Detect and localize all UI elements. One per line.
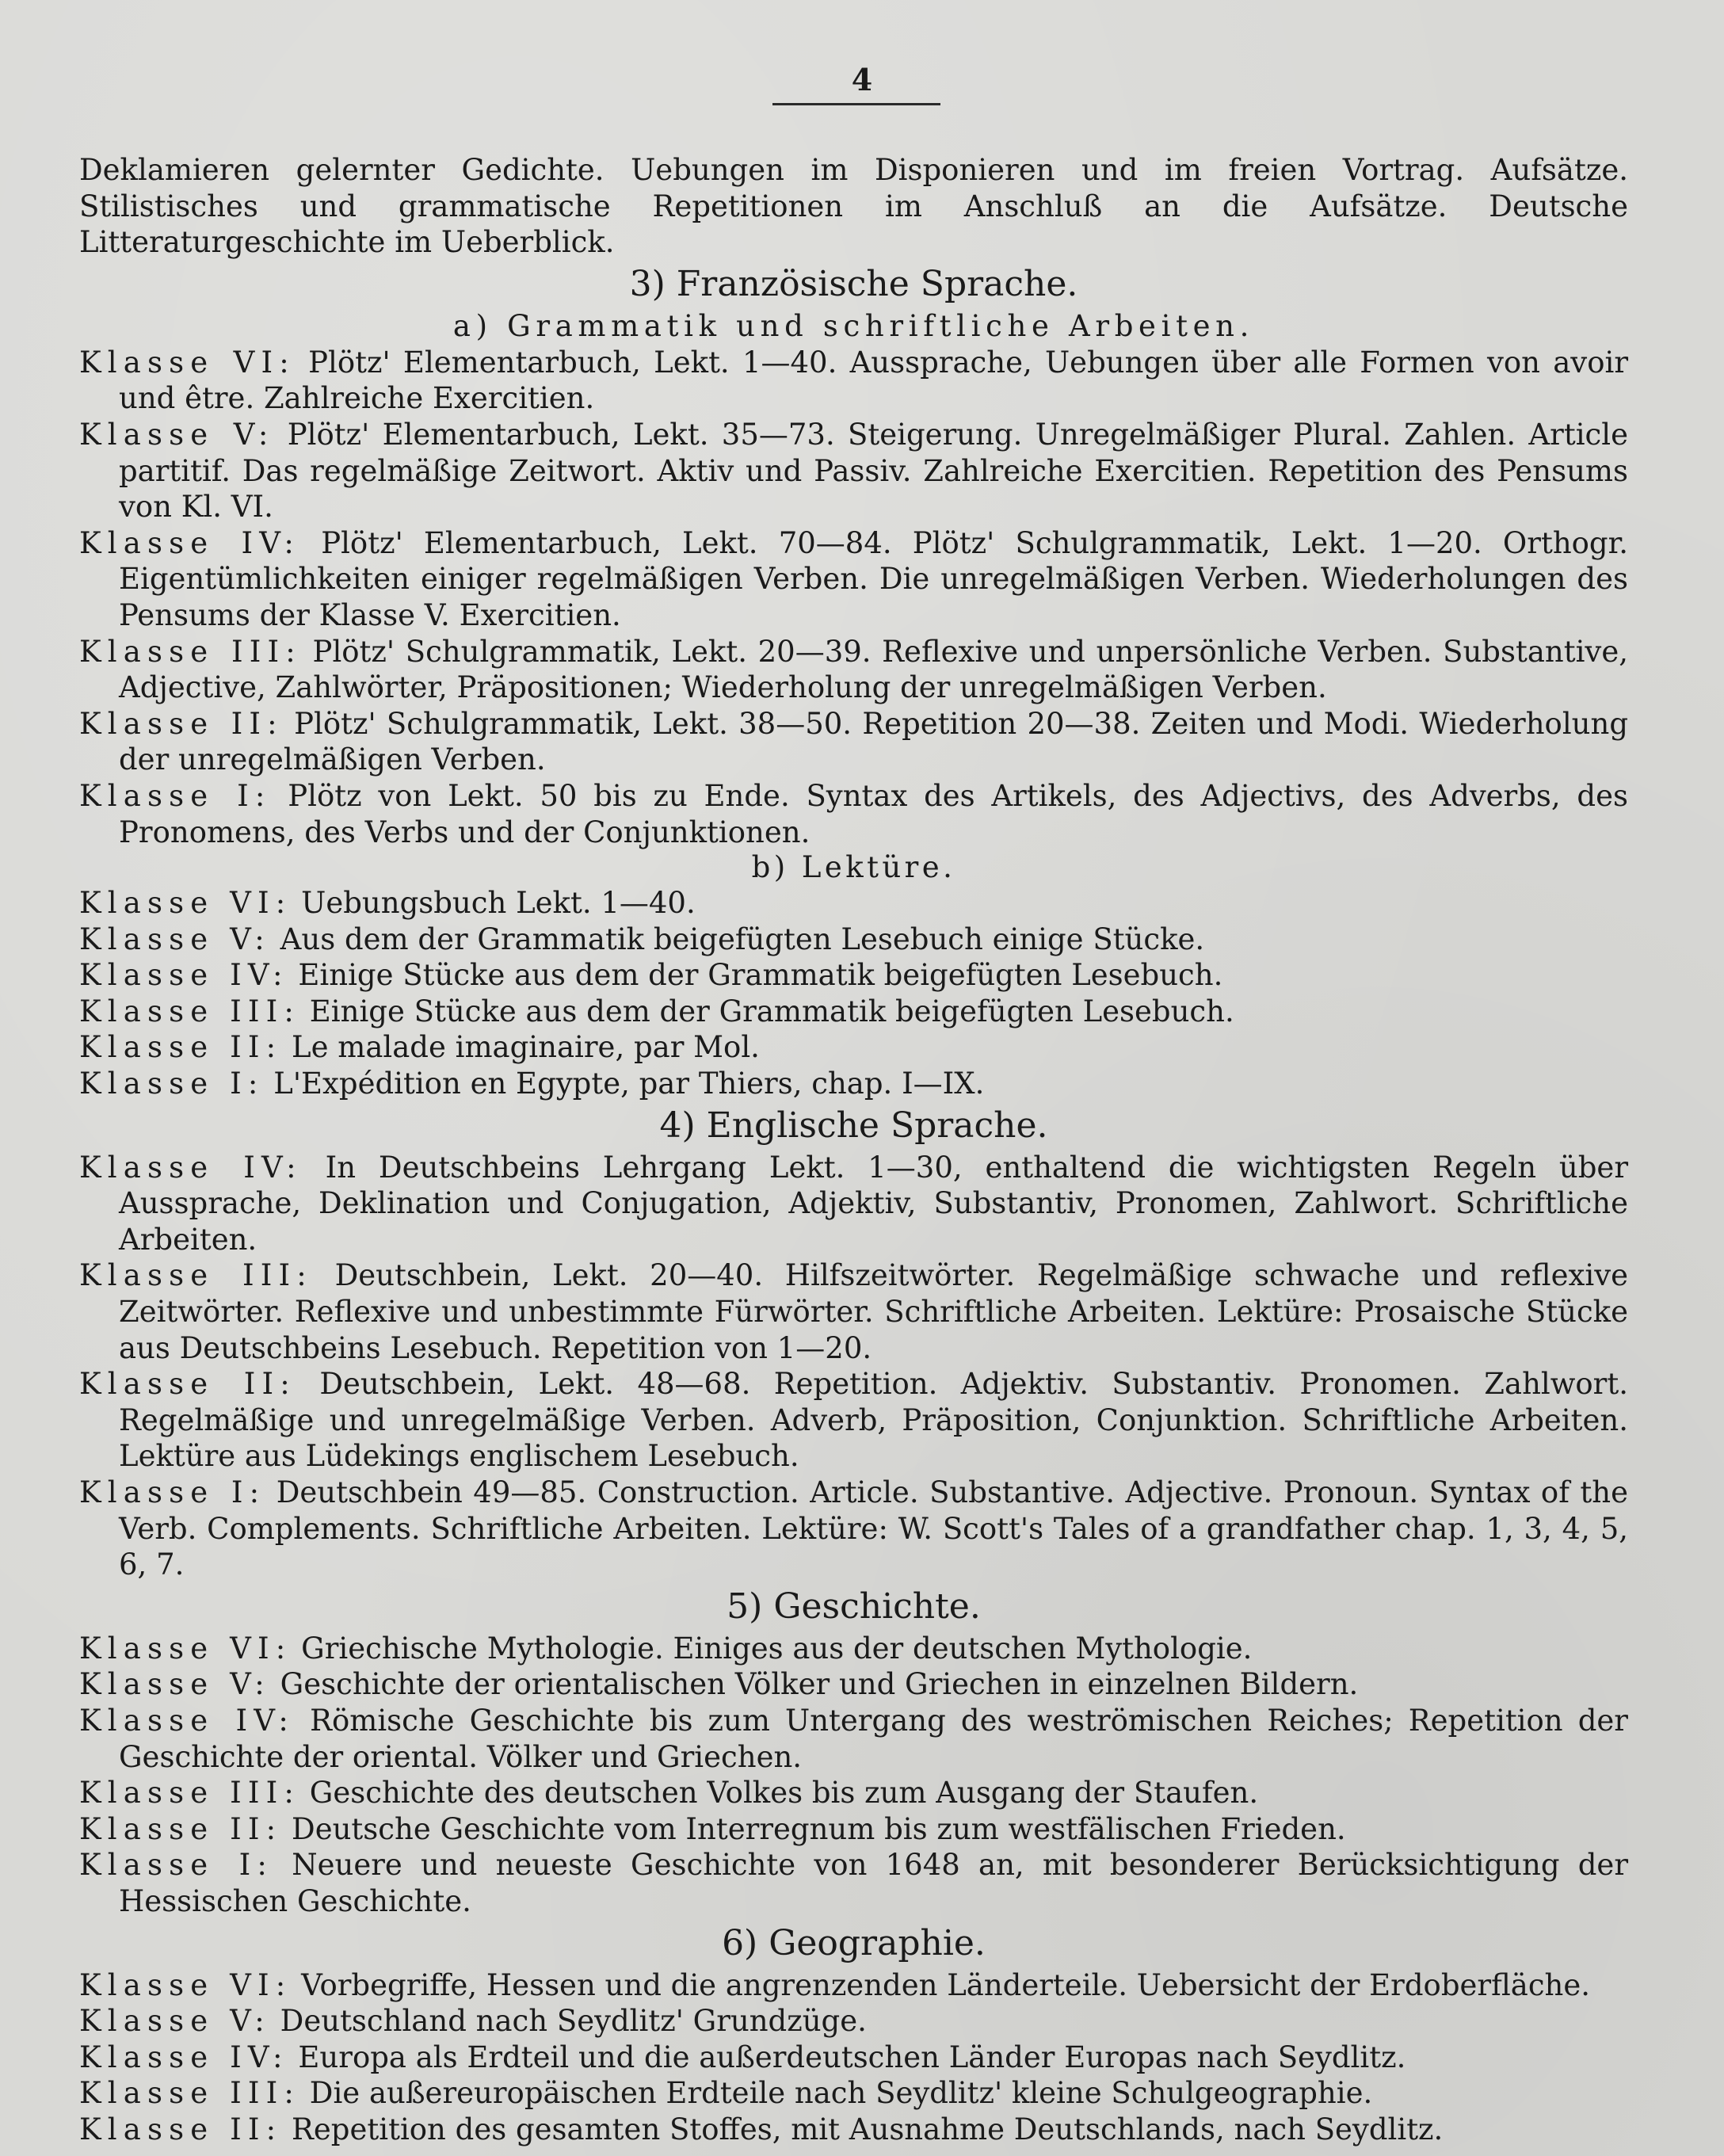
franz-b-klasse-i — [79, 1066, 1628, 1102]
subheading-grammatik: a) Grammatik und schriftliche Arbeiten. — [452, 308, 1255, 343]
franz-b-klasse-vi — [79, 885, 1628, 922]
klasse-label: Klasse VI: — [79, 1631, 292, 1666]
franz-a-klasse-iii — [79, 634, 1628, 706]
klasse-label: Klasse VI: — [79, 1967, 292, 2002]
entry-text: L'Expédition en Egypte, par Thiers, chap. I—IX. — [273, 1067, 985, 1101]
entry-text: Vorbegriffe, Hessen und die angrenzenden Länderteile. Uebersicht der Erdoberfläche. — [301, 1967, 1591, 2002]
entry-text: Einige Stücke aus dem der Grammatik beigefügten Lesebuch. — [298, 958, 1223, 993]
klasse-label: Klasse I: — [79, 1475, 266, 1509]
geo-klasse-iii — [79, 2075, 1628, 2112]
klasse-label: Klasse V: — [79, 1667, 271, 1702]
franz-a-klasse-vi — [79, 345, 1628, 417]
entry-text: Deutschbein 49—85. Construction. Article. Substantive. Adjective. Pronoun. Syntax of the Verb. Complements. Schriftliche Arbeiten. Lektüre: W. Scott's Tales of a grandfather chap. 1, 3, 4, 5, 6, 7. — [119, 1475, 1628, 1582]
entry-text: Römische Geschichte bis zum Untergang des weströmischen Reiches; Repetition der Geschichte der oriental. Völker und Griechen. — [119, 1703, 1628, 1774]
geo-klasse-vi — [79, 1967, 1628, 2004]
entry-text: Plötz' Schulgrammatik, Lekt. 20—39. Reflexive und unpersönliche Verben. Substantive, Adjective, Zahlwörter, Präpositionen; Wiederholung der unregelmäßigen Verben. — [119, 634, 1628, 705]
klasse-label: Klasse V: — [79, 417, 275, 452]
klasse-label: Klasse II: — [79, 1367, 296, 1402]
page-number-rule — [772, 103, 940, 105]
gesch-klasse-ii — [79, 1811, 1628, 1848]
gesch-klasse-i — [79, 1847, 1628, 1919]
klasse-label: Klasse IV: — [79, 958, 289, 993]
franz-a-klasse-ii — [79, 706, 1628, 778]
franz-a-klasse-v — [79, 417, 1628, 525]
entry-text: In Deutschbeins Lehrgang Lekt. 1—30, enthaltend die wichtigsten Regeln über Aussprache, Deklination und Conjugation, Adjektiv, Substantiv, Pronomen, Zahlwort. Schriftliche Arbeiten. — [119, 1150, 1629, 1257]
franz-b-klasse-v — [79, 922, 1628, 958]
gesch-klasse-vi — [79, 1631, 1628, 1667]
klasse-label: Klasse IV: — [79, 525, 301, 560]
klasse-label: Klasse III: — [79, 634, 302, 669]
entry-text: Aus dem der Grammatik beigefügten Lesebuch einige Stücke. — [280, 922, 1205, 956]
franz-a-klasse-iv — [79, 525, 1628, 634]
section-heading-englisch: 4) Englische Sprache. — [659, 1105, 1048, 1146]
entry-text: Die außereuropäischen Erdteile nach Seydlitz' kleine Schulgeographie. — [309, 2076, 1373, 2111]
gesch-klasse-v — [79, 1666, 1628, 1703]
franz-b-klasse-iii — [79, 994, 1628, 1030]
entry-text: Griechische Mythologie. Einiges aus der deutschen Mythologie. — [301, 1631, 1253, 1666]
klasse-label: Klasse VI: — [79, 886, 292, 921]
klasse-label: Klasse III: — [79, 2076, 301, 2111]
entry-text: Neuere und neueste Geschichte von 1648 an, mit besonderer Berücksichtigung der Hessischen Geschichte. — [119, 1848, 1629, 1918]
geo-klasse-v — [79, 2003, 1628, 2040]
entry-text: Le malade imaginaire, par Mol. — [292, 1030, 760, 1065]
klasse-label: Klasse I: — [79, 778, 272, 813]
section-heading-geographie: 6) Geographie. — [722, 1922, 986, 1963]
klasse-label: Klasse II: — [79, 2112, 283, 2146]
entry-text: Deutschbein, Lekt. 20—40. Hilfszeitwörter. Regelmäßige schwache und reflexive Zeitwörter. Reflexive und unbestimmte Fürwörter. Schriftliche Arbeiten. Lektüre: Prosaische Stücke aus Deutschbeins Lesebuch. Repetition von 1—20. — [119, 1258, 1628, 1365]
entry-text: Europa als Erdteil und die außerdeutschen Länder Europas nach Seydlitz. — [298, 2040, 1406, 2074]
engl-klasse-iii — [79, 1257, 1628, 1366]
klasse-label: Klasse II: — [79, 1811, 283, 1846]
entry-text: Geschichte der orientalischen Völker und Griechen in einzelnen Bildern. — [280, 1667, 1359, 1702]
entry-text: Repetition des gesamten Stoffes, mit Ausnahme Deutschlands, nach Seydlitz. — [292, 2112, 1444, 2146]
klasse-label: Klasse III: — [79, 1258, 313, 1293]
entry-text: Uebungsbuch Lekt. 1—40. — [301, 886, 696, 921]
gesch-klasse-iii — [79, 1775, 1628, 1811]
klasse-label: Klasse IV: — [79, 1150, 303, 1185]
franz-a-klasse-i — [79, 778, 1628, 850]
document-body — [79, 152, 1628, 2148]
entry-text: Plötz' Elementarbuch, Lekt. 35—73. Steigerung. Unregelmäßiger Plural. Zahlen. Article partitif. Das regelmäßige Zeitwort. Aktiv und Passiv. Zahlreiche Exercitien. Repetition des Pensums von Kl. VI. — [119, 417, 1628, 525]
page-number: 4 — [851, 62, 873, 97]
franz-b-klasse-iv — [79, 957, 1628, 994]
franz-b-klasse-ii — [79, 1029, 1628, 1066]
klasse-label: Klasse III: — [79, 1776, 301, 1811]
entry-text: Plötz' Elementarbuch, Lekt. 1—40. Aussprache, Uebungen über alle Formen von avoir und être. Zahlreiche Exercitien. — [119, 345, 1629, 416]
section-heading-franzoesisch: 3) Französische Sprache. — [629, 263, 1078, 304]
klasse-label: Klasse V: — [79, 922, 271, 956]
klasse-label: Klasse VI: — [79, 345, 296, 380]
klasse-label: Klasse V: — [79, 2004, 271, 2039]
klasse-label: Klasse I: — [79, 1067, 265, 1101]
klasse-label: Klasse III: — [79, 994, 301, 1028]
entry-text: Einige Stücke aus dem der Grammatik beigefügten Lesebuch. — [309, 994, 1234, 1028]
klasse-label: Klasse I: — [79, 1848, 273, 1883]
subheading-lektuere: b) Lektüre. — [751, 850, 956, 885]
entry-text: Plötz' Elementarbuch, Lekt. 70—84. Plötz' Schulgrammatik, Lekt. 1—20. Orthogr. Eigentümlichkeiten einiger regelmäßigen Verben. Die unregelmäßigen Verben. Wiederholungen des Pensums der Klasse V. Exercitien. — [119, 525, 1628, 632]
gesch-klasse-iv — [79, 1703, 1628, 1775]
geo-klasse-ii — [79, 2112, 1628, 2148]
entry-text: Deutschbein, Lekt. 48—68. Repetition. Adjektiv. Substantiv. Pronomen. Zahlwort. Regelmäßige und unregelmäßige Verben. Adverb, Präposition, Conjunktion. Schriftliche Arbeiten. Lektüre aus Lüdekings englischem Lesebuch. — [119, 1367, 1629, 1474]
engl-klasse-i — [79, 1475, 1628, 1583]
klasse-label: Klasse II: — [79, 1030, 283, 1065]
klasse-label: Klasse IV: — [79, 1703, 295, 1738]
entry-text: Geschichte des deutschen Volkes bis zum Ausgang der Staufen. — [309, 1776, 1259, 1811]
intro-paragraph: Deklamieren gelernter Gedichte. Uebungen im Disponieren und im freien Vortrag. Aufsätze. Stilistisches und grammatische Repetitionen im Anschluß an die Aufsätze. Deutsche Litteraturgeschichte im Ueberblick. — [79, 153, 1628, 260]
entry-text: Deutsche Geschichte vom Interregnum bis zum westfälischen Frieden. — [292, 1811, 1346, 1846]
entry-text: Deutschland nach Seydlitz' Grundzüge. — [280, 2004, 867, 2039]
klasse-label: Klasse II: — [79, 706, 284, 741]
engl-klasse-ii — [79, 1366, 1628, 1475]
engl-klasse-iv — [79, 1150, 1628, 1258]
geo-klasse-iv — [79, 2040, 1628, 2076]
section-heading-geschichte: 5) Geschichte. — [727, 1586, 981, 1627]
entry-text: Plötz von Lekt. 50 bis zu Ende. Syntax des Artikels, des Adjectivs, des Adverbs, des Pronomens, des Verbs und der Conjunktionen. — [119, 778, 1628, 849]
klasse-label: Klasse IV: — [79, 2040, 289, 2074]
entry-text: Plötz' Schulgrammatik, Lekt. 38—50. Repetition 20—38. Zeiten und Modi. Wiederholung der unregelmäßigen Verben. — [119, 706, 1629, 777]
